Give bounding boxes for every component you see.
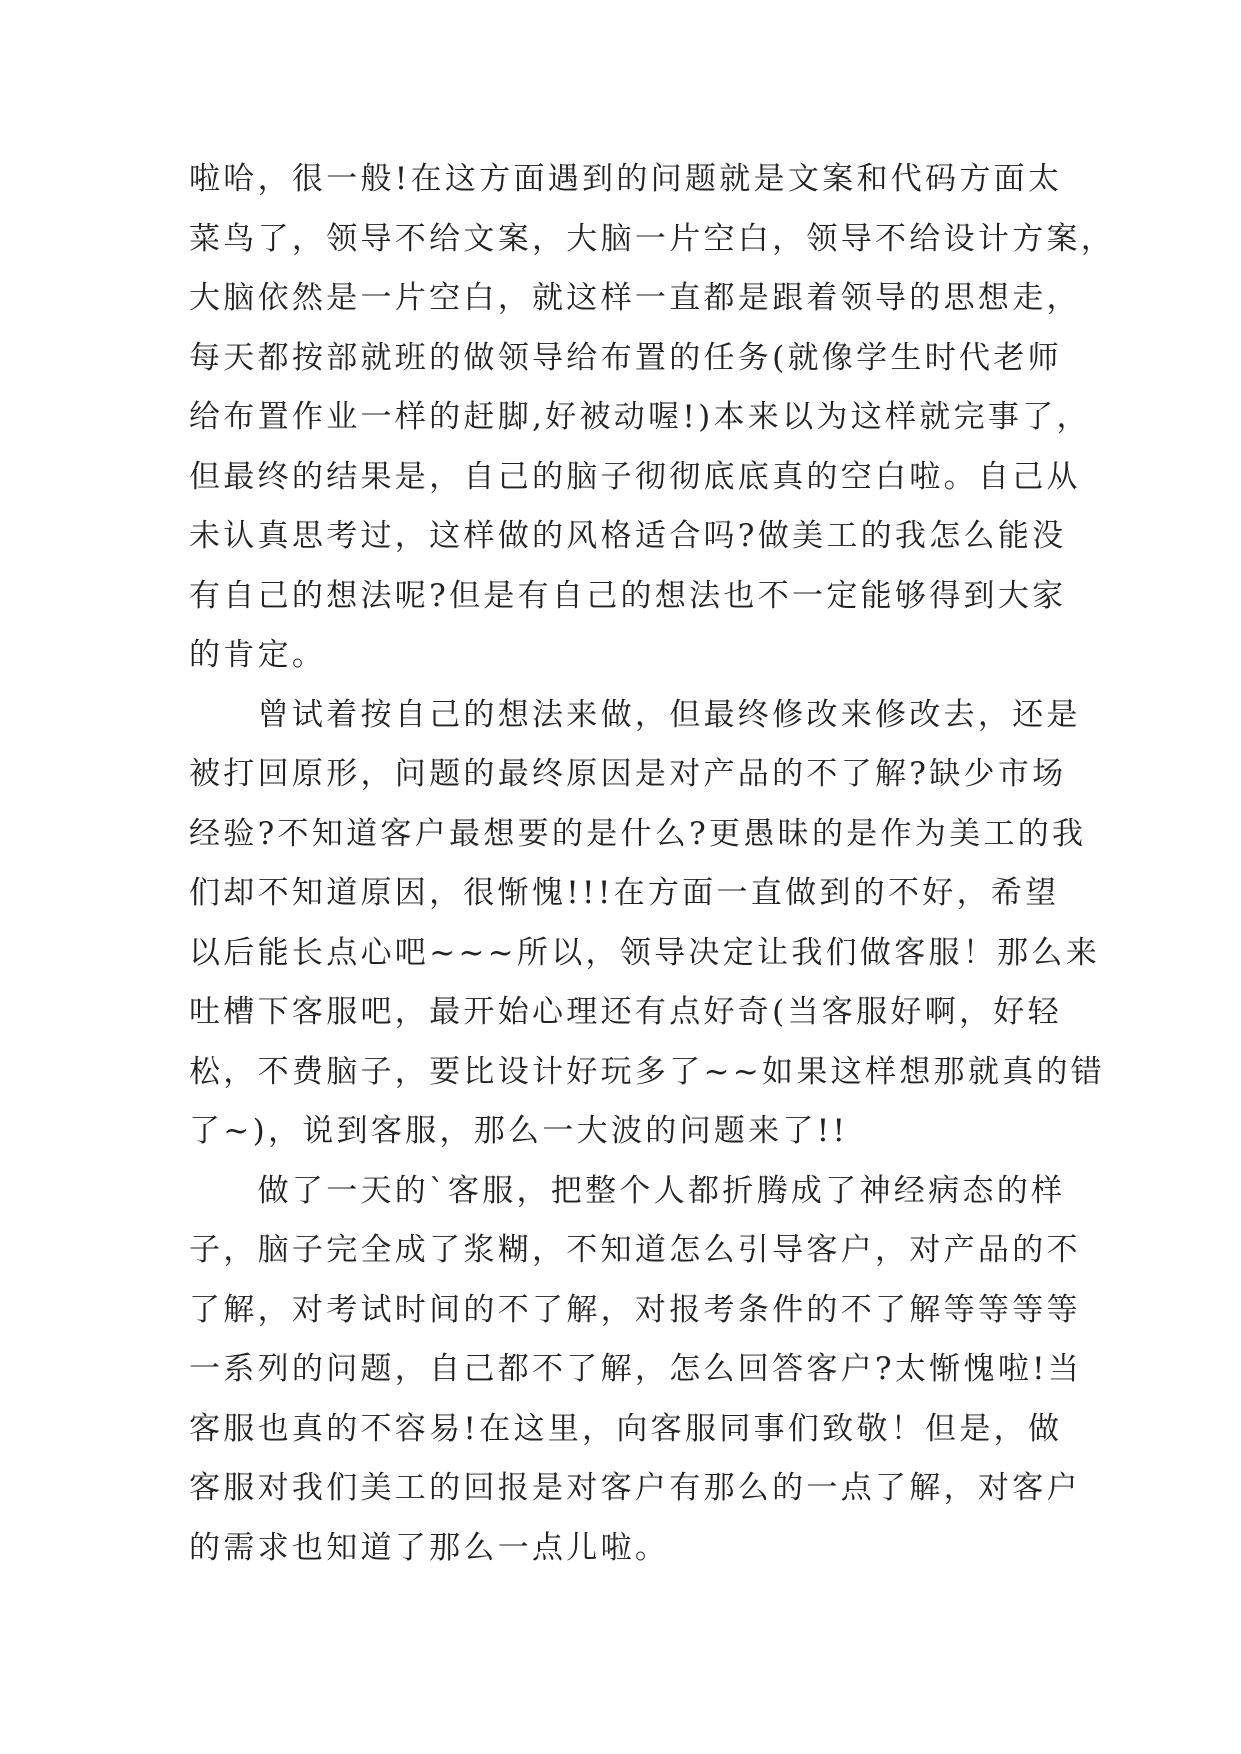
text-line: 们却不知道原因，很惭愧!!!在方面一直做到的不好，希望 (189, 875, 1060, 911)
text-line: 了~)，说到客服，那么一大波的问题来了!! (189, 1113, 849, 1149)
text-line: 经验?不知道客户最想要的是什么?更愚昧的是作为美工的我 (189, 815, 1087, 852)
text-line: 啦哈，很一般!在这方面遇到的问题就是文案和代码方面太 (189, 161, 1063, 197)
text-line: 了解，对考试时间的不了解，对报考条件的不了解等等等等 (189, 1291, 1081, 1328)
text-line: 有自己的想法呢?但是有自己的想法也不一定能够得到大家 (189, 577, 1067, 614)
text-line: 的肯定。 (189, 637, 327, 673)
text-line: 吐槽下客服吧，最开始心理还有点好奇(当客服好啊，好轻 (189, 994, 1062, 1030)
text-line: 被打回原形，问题的最终原因是对产品的不了解?缺少市场 (189, 756, 1067, 792)
text-line: 给布置作业一样的赶脚,好被动喔!)本来以为这样就完事了， (189, 399, 1091, 435)
text-line: 曾试着按自己的想法来做，但最终修改来修改去，还是 (189, 696, 1081, 733)
paragraph-3 (189, 1162, 1083, 1579)
text-line: 菜鸟了，领导不给文案，大脑一片空白，领导不给设计方案， (189, 220, 1116, 257)
body-text (189, 150, 1116, 1578)
text-line: 客服也真的不容易!在这里，向客服同事们致敬！但是，做 (189, 1410, 1063, 1447)
text-line: 客服对我们美工的回报是对客户有那么的一点了解，对客户 (189, 1470, 1081, 1506)
text-line: 一系列的问题，自己都不了解，怎么回答客户?太惭愧啦!当 (189, 1351, 1083, 1387)
text-line: 做了一天的`客服，把整个人都折腾成了神经病态的样 (189, 1172, 1066, 1209)
text-line: 以后能长点心吧~~~所以，领导决定让我们做客服！那么来 (189, 934, 1101, 971)
paragraph-1 (189, 150, 1116, 686)
paragraph-2 (189, 686, 1106, 1162)
text-line: 未认真思考过，这样做的风格适合吗?做美工的我怎么能没 (189, 518, 1067, 554)
text-line: 每天都按部就班的做领导给布置的任务(就像学生时代老师 (189, 339, 1062, 376)
text-line: 子，脑子完全成了浆糊，不知道怎么引导客户，对产品的不 (189, 1232, 1081, 1268)
text-line: 的需求也知道了那么一点儿啦。 (189, 1529, 670, 1566)
text-line: 但最终的结果是，自己的脑子彻彻底底真的空白啦。自己从 (189, 458, 1081, 495)
text-line: 大脑依然是一片空白，就这样一直都是跟着领导的思想走， (189, 280, 1081, 316)
text-line: 松，不费脑子，要比设计好玩多了~~如果这样想那就真的错 (189, 1053, 1106, 1090)
